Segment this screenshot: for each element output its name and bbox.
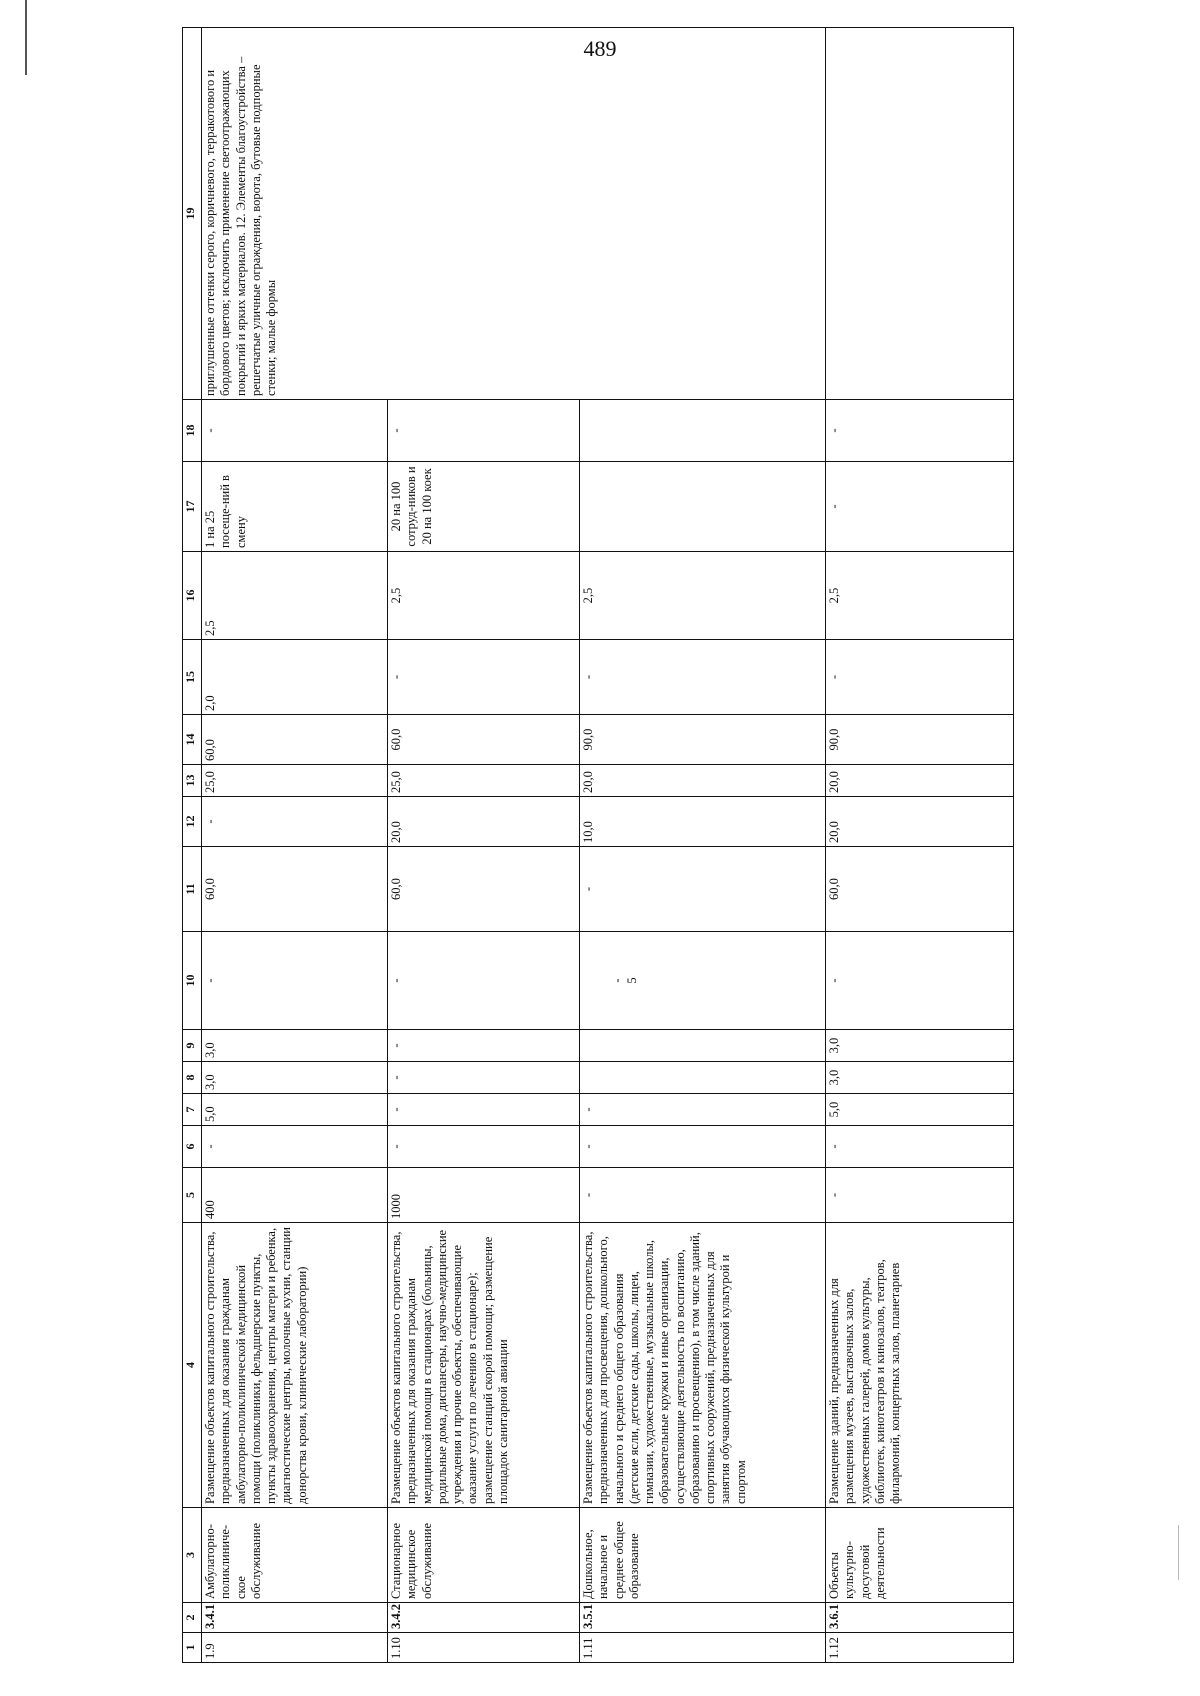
header-cell: 8 [183,1062,202,1094]
cell-c11: - [580,847,826,932]
cell-c5: - [826,1168,1014,1223]
cell-c6: - [580,1126,826,1168]
table-row [826,28,1014,1663]
cell-c18: - [202,400,388,462]
cell-c13: 25,0 [202,765,388,797]
header-cell: 5 [183,1168,202,1223]
header-cell: 7 [183,1094,202,1126]
cell-c10: - [826,932,1014,1030]
cell-c8: 3,0 [826,1062,1014,1094]
header-cell: 4 [183,1223,202,1508]
cell-c17: - [826,462,1014,552]
cell-c19-empty [826,28,1014,400]
row-number: 1.9 [202,1633,388,1663]
cell-c5: 400 [202,1168,388,1223]
use-code: 3.5.1 [580,1603,826,1633]
cell-c14: 90,0 [580,715,826,765]
cell-c10 [580,932,826,1030]
scan-edge-line [25,0,27,75]
cell-c15: 2,0 [202,640,388,715]
cell-c7: - [580,1094,826,1126]
cell-c18: - [388,400,580,462]
table-row [202,28,388,1663]
use-name: Амбулаторно-поликлиниче-ское обслуживание [202,1508,388,1603]
cell-c5: - [580,1168,826,1223]
use-description: Размещение зданий, предназначенных для размещения музеев, выставочных залов, художественных галерей, домов культуры, библиотек, кинотеатров и кинозалов, театров, филармоний, концертных залов, планетариев [826,1223,1014,1508]
cell-c13: 20,0 [580,765,826,797]
page-number: 489 [583,36,617,61]
cell-c15: - [388,640,580,715]
header-cell: 15 [183,640,202,715]
cell-c6: - [388,1126,580,1168]
cell-c14: 60,0 [388,715,580,765]
cell-c18: - [826,400,1014,462]
cell-c17: 1 на 25 посеще-ний в смену [202,462,388,552]
cell-c9 [580,1030,826,1062]
cell-c12: 20,0 [826,797,1014,847]
header-cell: 11 [183,847,202,932]
cell-c12: 10,0 [580,797,826,847]
cell-c9: 3,0 [826,1030,1014,1062]
cell-c19-requirements: приглушенные оттенки серого, коричневого, терракотового и бордового цветов; исключить применение светоотражающих покрытий и ярких материалов. 12. Элементы благоустройства – решетчатые уличные ограждения, ворота, бутовые подпорные стенки; малые формы [202,28,580,400]
header-cell: 17 [183,462,202,552]
row-number: 1.10 [388,1633,580,1663]
cell-c11: 60,0 [388,847,580,932]
use-name: Стационарное медицинское обслуживание [388,1508,580,1603]
cell-c16: 2,5 [826,552,1014,640]
use-description: Размещение объектов капитального строительства, предназначенных для оказания гражданам амбулаторно-поликлинической медицинской помощи (поликлиники, фельдшерские пункты, пункты здравоохранения, центры матери и ребенка, диагностические центры, молочные кухни, станции донорства крови, клинические лаборатории) [202,1223,388,1508]
cell-c14: 60,0 [202,715,388,765]
cell-c13: 25,0 [388,765,580,797]
use-description: Размещение объектов капитального строительства, предназначенных для оказания гражданам медицинской помощи в стационарах (больницы, родильные дома, диспансеры, научно-медицинские учреждения и прочие объекты, обеспечивающие оказание услуги по лечению в стационаре); размещение станций скорой помощи; размещение площадок санитарной авиации [388,1223,580,1508]
use-code: 3.4.2 [388,1603,580,1633]
cell-c8: 3,0 [202,1062,388,1094]
use-code: 3.6.1 [826,1603,1014,1633]
cell-c12: 20,0 [388,797,580,847]
header-cell: 18 [183,400,202,462]
cell-c9: - [388,1030,580,1062]
cell-c17: 20 на 100 сотруд-ников и 20 на 100 коек [388,462,580,552]
use-description: Размещение объектов капитального строительства, предназначенных для просвещения, дошкольного, начального и среднего общего образования (детские ясли, детские сады, школы, лицеи, гимназии, художественные, музыкальные школы, образовательные кружки и иные организации, осуществляющие деятельность по воспитанию, образованию и просвещению), в том числе зданий, спортивных сооружений, предназначенных для занятия обучающихся физической культурой и спортом [580,1223,826,1508]
cell-c6: - [202,1126,388,1168]
row-number: 1.11 [580,1633,826,1663]
cell-c7: - [388,1094,580,1126]
cell-c16: 2,5 [202,552,388,640]
header-cell: 14 [183,715,202,765]
header-cell: 19 [183,28,202,400]
cell-c10-value: - [610,978,624,983]
cell-c18 [580,400,826,462]
use-code: 3.4.1 [202,1603,388,1633]
cell-c14: 90,0 [826,715,1014,765]
header-row [183,28,202,1663]
header-cell: 16 [183,552,202,640]
row-number: 1.12 [826,1633,1014,1663]
use-name: Дошкольное, начальное и среднее общее образование [580,1508,826,1603]
cell-c9: 3,0 [202,1030,388,1062]
cell-c15: - [826,640,1014,715]
use-name: Объекты культурно-досуговой деятельности [826,1508,1014,1603]
regulations-table [182,27,1014,1663]
cell-c6: - [826,1126,1014,1168]
cell-c7: 5,0 [826,1094,1014,1126]
cell-c12: - [202,797,388,847]
cell-c10: - [202,932,388,1030]
cell-c16: 2,5 [580,552,826,640]
cell-c10: - [388,932,580,1030]
cell-c11: 60,0 [826,847,1014,932]
header-cell: 3 [183,1508,202,1603]
header-cell: 13 [183,765,202,797]
cell-c15: - [580,640,826,715]
cell-c8: - [388,1062,580,1094]
cell-c16: 2,5 [388,552,580,640]
cell-c19-empty [580,28,826,400]
header-cell: 9 [183,1030,202,1062]
rotated-table-container [182,56,1012,1663]
cell-c8 [580,1062,826,1094]
cell-c17 [580,462,826,552]
header-cell: 6 [183,1126,202,1168]
cell-c11: 60,0 [202,847,388,932]
cell-c5: 1000 [388,1168,580,1223]
table-row [580,28,826,1663]
cell-c13: 20,0 [826,765,1014,797]
header-cell: 10 [183,932,202,1030]
cell-c10-value: 5 [625,977,640,984]
header-cell: 1 [183,1633,202,1663]
header-cell: 12 [183,797,202,847]
header-cell: 2 [183,1603,202,1633]
scan-edge-mark [1178,1525,1179,1580]
cell-c7: 5,0 [202,1094,388,1126]
